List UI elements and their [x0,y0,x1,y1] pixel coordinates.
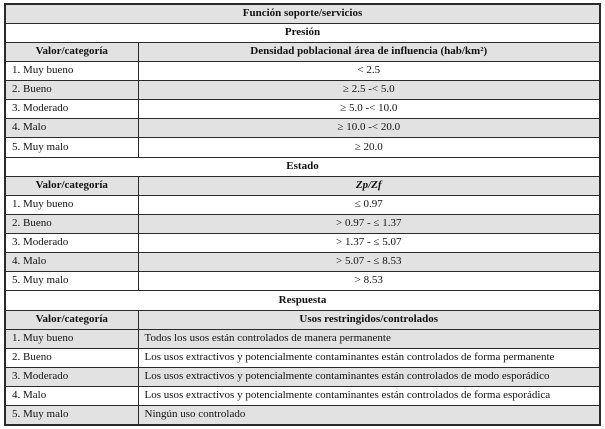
category-cell: 2. Bueno [5,81,138,100]
category-cell: 1. Muy bueno [5,329,138,348]
value-cell: > 0.97 - ≤ 1.37 [138,214,600,233]
section-title-row [5,291,600,310]
value-cell: Los usos extractivos y potencialmente contaminantes están controlados de forma esporádica [138,387,600,406]
table-title-row [5,4,600,23]
table-row [5,272,600,291]
column-header-row [5,42,600,61]
column-header-row [5,310,600,329]
category-cell: 4. Malo [5,253,138,272]
table-row [5,253,600,272]
header-densidad-poblacional: Densidad poblacional área de influencia (hab/km²) [138,42,600,61]
table-row [5,119,600,138]
header-valor-categoria: Valor/categoría [5,310,138,329]
category-cell: 3. Moderado [5,100,138,119]
header-usos-restringidos: Usos restringidos/controlados [138,310,600,329]
section-title-estado: Estado [5,157,600,176]
category-cell: 1. Muy bueno [5,195,138,214]
value-cell: ≥ 10.0 -< 20.0 [138,119,600,138]
header-valor-categoria: Valor/categoría [5,42,138,61]
table-row [5,387,600,406]
value-cell: ≥ 2.5 -< 5.0 [138,81,600,100]
category-cell: 3. Moderado [5,234,138,253]
category-cell: 2. Bueno [5,348,138,367]
value-cell: ≥ 5.0 -< 10.0 [138,100,600,119]
value-cell: ≤ 0.97 [138,195,600,214]
category-cell: 4. Malo [5,387,138,406]
table-row [5,100,600,119]
value-cell: > 8.53 [138,272,600,291]
table-row [5,61,600,80]
table-row [5,329,600,348]
section-title-respuesta: Respuesta [5,291,600,310]
category-cell: 5. Muy malo [5,272,138,291]
table-row [5,138,600,157]
table-row [5,348,600,367]
value-cell: > 5.07 - ≤ 8.53 [138,253,600,272]
value-cell: > 1.37 - ≤ 5.07 [138,234,600,253]
column-header-row [5,176,600,195]
table-row [5,406,600,425]
category-cell: 1. Muy bueno [5,61,138,80]
value-cell: Todos los usos están controlados de manera permanente [138,329,600,348]
table-row [5,81,600,100]
value-cell: Los usos extractivos y potencialmente contaminantes están controlados de modo esporádico [138,367,600,386]
table-row [5,195,600,214]
value-cell: Ningún uso controlado [138,406,600,425]
section-title-row [5,23,600,42]
header-zp-zf: Zp/Zf [138,176,600,195]
category-cell: 2. Bueno [5,214,138,233]
support-services-function-table [4,3,601,426]
category-cell: 5. Muy malo [5,138,138,157]
category-cell: 5. Muy malo [5,406,138,425]
value-cell: < 2.5 [138,61,600,80]
category-cell: 4. Malo [5,119,138,138]
table-row [5,234,600,253]
category-cell: 3. Moderado [5,367,138,386]
header-valor-categoria: Valor/categoría [5,176,138,195]
value-cell: Los usos extractivos y potencialmente contaminantes están controlados de forma permanente [138,348,600,367]
value-cell: ≥ 20.0 [138,138,600,157]
table-row [5,367,600,386]
table-row [5,214,600,233]
section-title-row [5,157,600,176]
table-title: Función soporte/servicios [5,4,600,23]
section-title-presion: Presión [5,23,600,42]
